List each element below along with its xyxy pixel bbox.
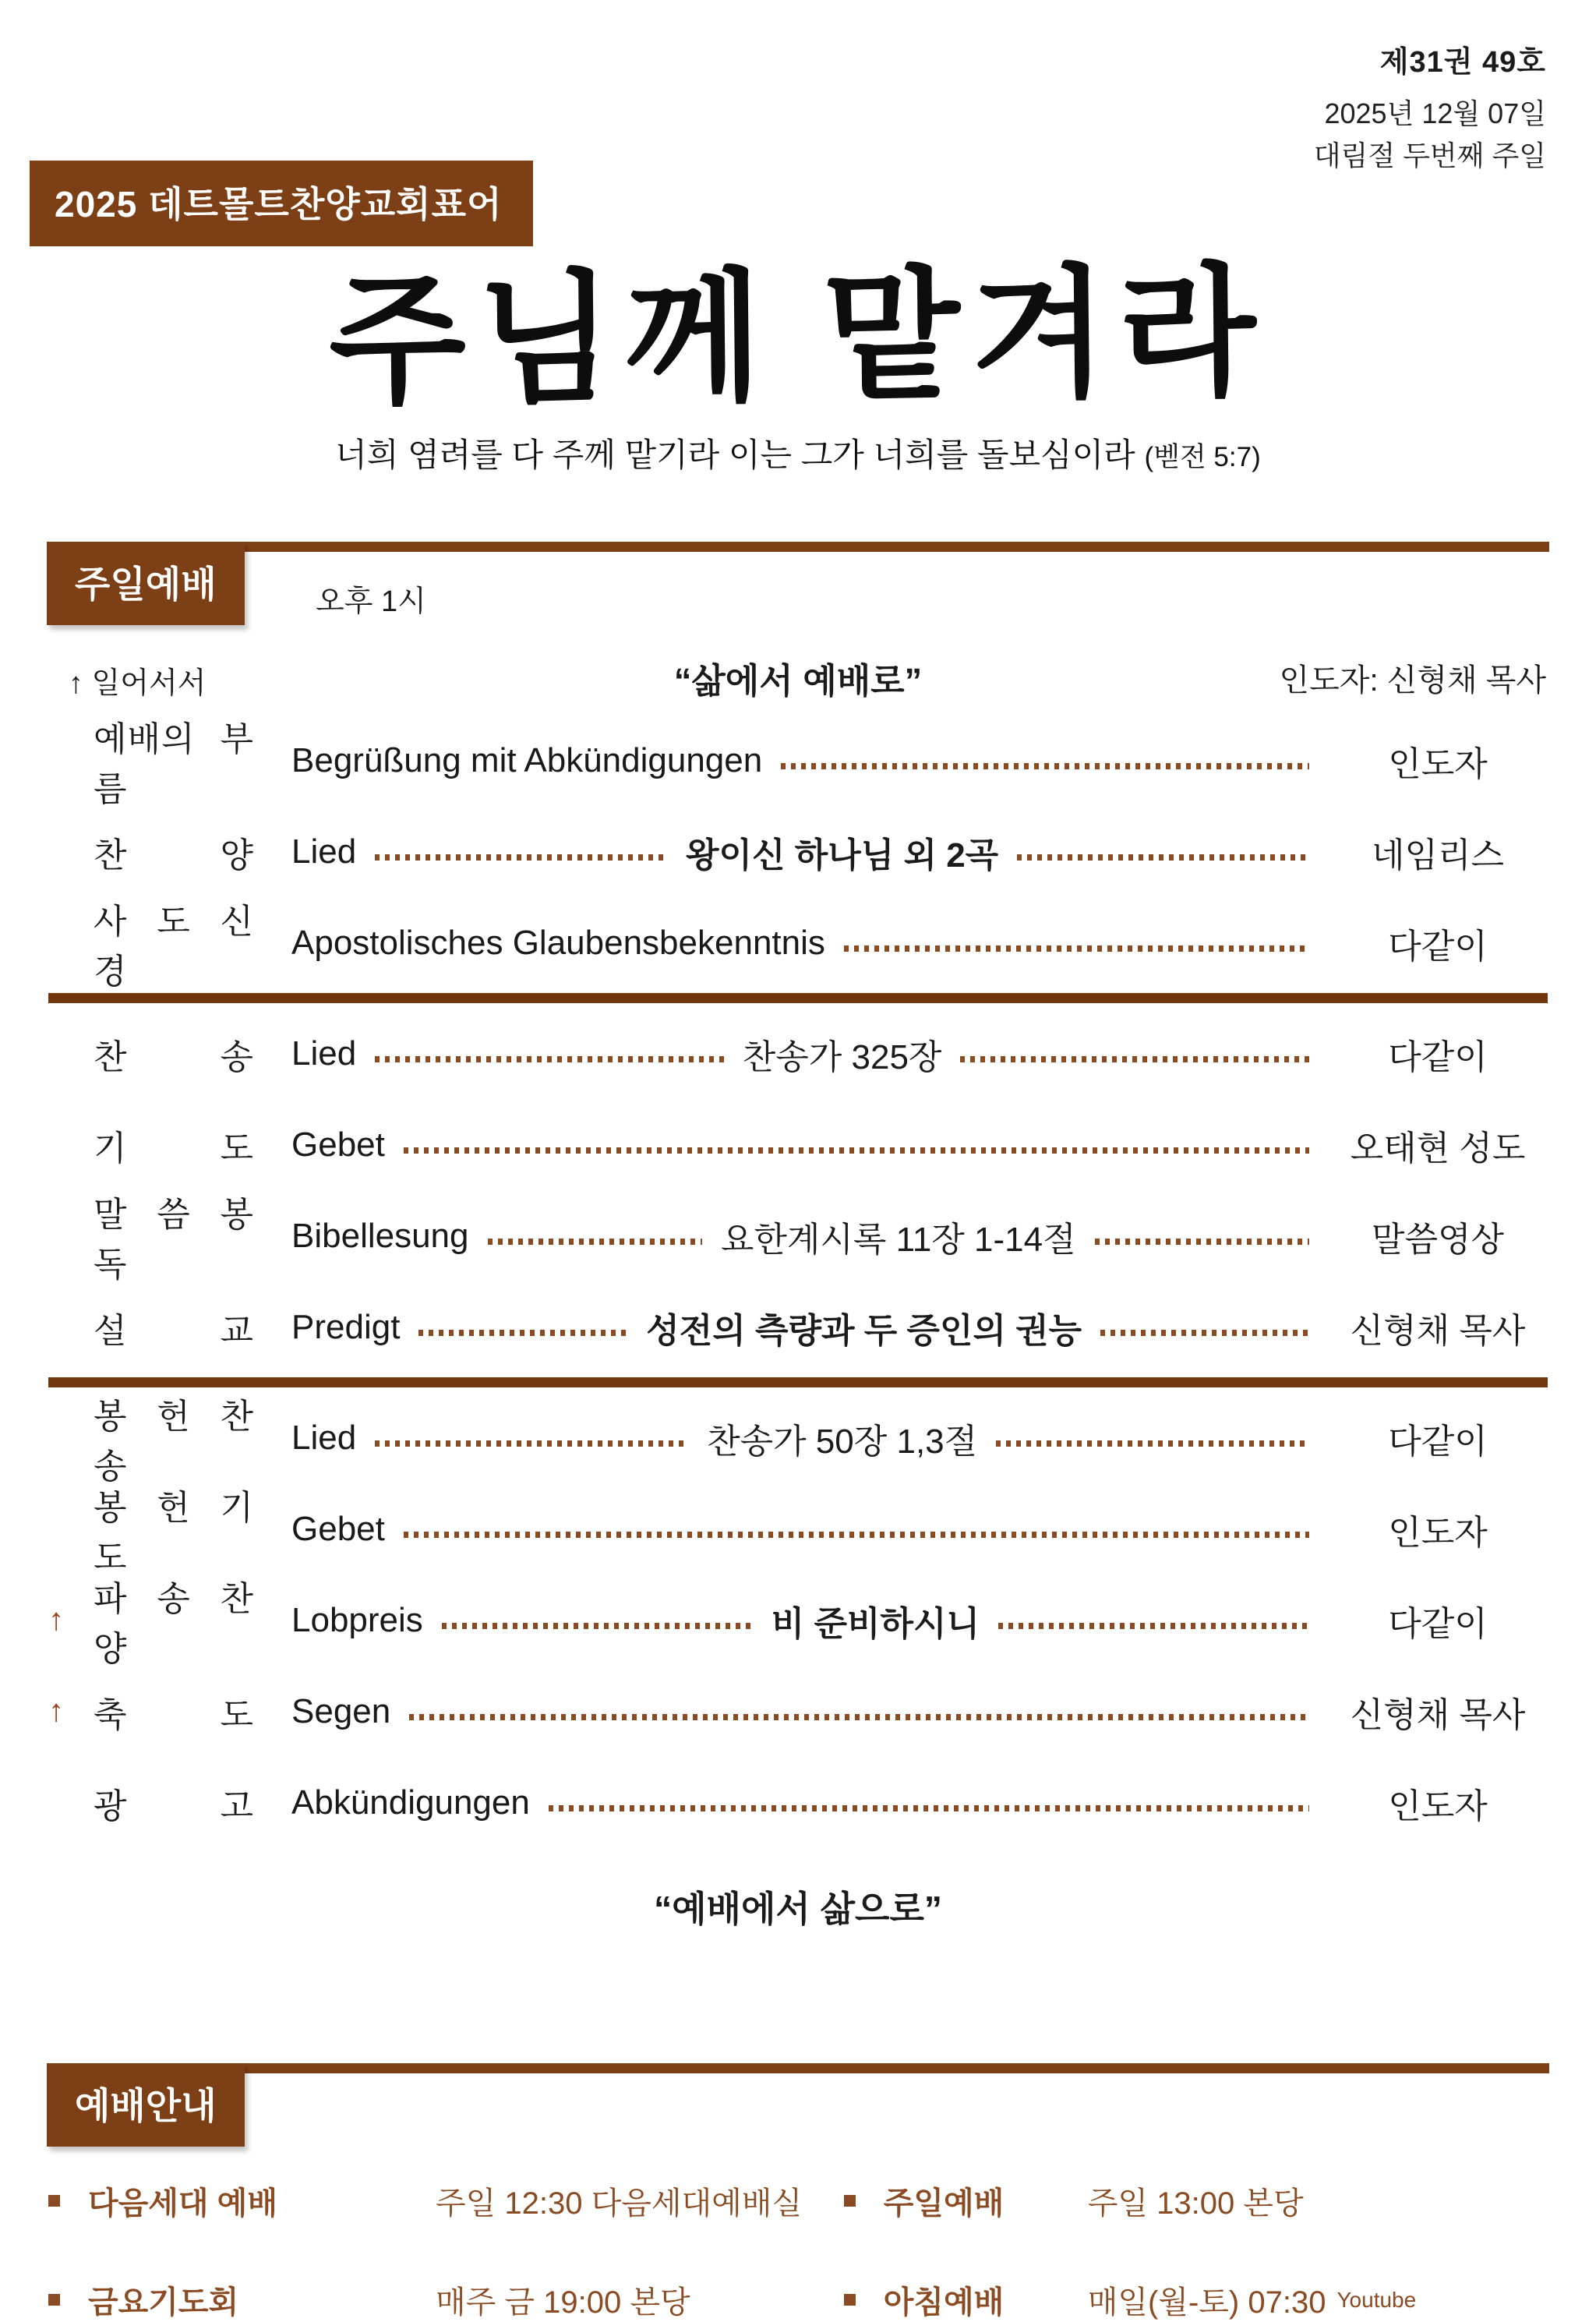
order-item-middle	[762, 752, 1328, 769]
stand-motto-row	[48, 652, 1548, 701]
order-item-person: 인도자	[1388, 1787, 1488, 1825]
order-item-middle	[423, 1596, 1328, 1645]
order-item-middle	[356, 1029, 1328, 1079]
order-row	[48, 806, 1548, 897]
order-item-middle	[400, 1302, 1328, 1352]
square-bullet-icon	[48, 2195, 60, 2207]
order-item-german: Segen	[291, 1691, 391, 1730]
info-item-value: 주일 12:30 다음세대예배실	[436, 2186, 803, 2221]
order-item-title: 찬 양	[94, 836, 254, 875]
dotted-leader	[404, 1147, 1309, 1154]
info-item-value: 매일(월-토) 07:30	[1087, 2285, 1326, 2320]
order-row	[48, 1008, 1548, 1099]
order-item-title: 축 도	[94, 1695, 254, 1734]
verse-line	[0, 429, 1596, 476]
order-item-middle	[469, 1211, 1329, 1261]
order-item-person: 인도자	[1388, 1513, 1488, 1552]
order-row	[48, 1392, 1548, 1486]
verse-reference: (벧전 5:7)	[1144, 442, 1261, 473]
sunday-service-label: 주일예배	[47, 542, 245, 625]
dotted-leader	[844, 945, 1309, 952]
info-item	[48, 2278, 844, 2322]
dotted-leader	[998, 1623, 1309, 1629]
order-row	[48, 1483, 1548, 1575]
order-item-middle	[385, 1136, 1328, 1154]
service-info-grid	[48, 2179, 1548, 2322]
dotted-leader	[1100, 1330, 1309, 1336]
order-item-middle	[530, 1794, 1328, 1811]
youtube-note: Youtube	[1336, 2287, 1417, 2312]
order-item-detail: 왕이신 하나님 외 2곡	[686, 836, 999, 875]
square-bullet-icon	[844, 2195, 856, 2207]
section-rule-line	[47, 2063, 1549, 2073]
dotted-leader	[488, 1239, 702, 1245]
order-item-title: 찬 송	[94, 1037, 254, 1076]
order-item-person: 다같이	[1388, 927, 1488, 966]
dotted-leader	[375, 1056, 724, 1062]
order-row	[48, 1281, 1548, 1373]
order-item-title: 예배의 부름	[94, 719, 254, 808]
order-item-title: 사 도 신 경	[94, 902, 254, 991]
liturgical-day: 대림절 두번째 주일	[1313, 140, 1546, 171]
order-item-german: Bibellesung	[291, 1216, 469, 1255]
order-item-detail: 요한계시록 11장 1-14절	[720, 1220, 1076, 1259]
order-item-middle	[356, 827, 1328, 877]
order-item-german: Lied	[291, 1034, 357, 1073]
order-item-german: Abkündigungen	[291, 1783, 530, 1822]
info-item-value: 매주 금 19:00 본당	[436, 2285, 690, 2320]
order-rows	[48, 715, 1548, 1848]
dotted-leader	[1017, 854, 1309, 861]
order-item-person: 신형채 목사	[1350, 1695, 1526, 1734]
order-item-german: Apostolisches Glaubensbekenntnis	[291, 923, 825, 962]
issue-number: 제31권 49호	[1379, 46, 1546, 79]
order-row	[48, 715, 1548, 806]
order-item-person: 다같이	[1388, 1037, 1488, 1076]
order-item-detail: 비 준비하시니	[771, 1604, 980, 1643]
order-item-title: 말 씀 봉 독	[94, 1195, 254, 1284]
order-item-detail: 찬송가 50장 1,3절	[707, 1422, 978, 1461]
service-time: 오후 1시	[316, 585, 426, 619]
order-row	[48, 1666, 1548, 1757]
info-item-label: 다음세대 예배	[88, 2186, 277, 2221]
order-item-person: 인도자	[1388, 744, 1488, 783]
stand-arrow-icon: ↑	[48, 1603, 64, 1638]
stand-up-note: ↑ 일어서서	[69, 667, 207, 701]
main-title-calligraphy: 주님께 맡겨라	[328, 252, 1268, 422]
dotted-leader	[375, 854, 667, 861]
order-item-german: Predigt	[291, 1307, 401, 1346]
issue-date: 2025년 12월 07일	[1324, 97, 1546, 129]
dotted-leader	[1095, 1239, 1309, 1245]
order-item-german: Lied	[291, 832, 357, 871]
order-item-middle	[385, 1521, 1328, 1538]
order-item-person: 다같이	[1388, 1604, 1488, 1643]
order-row	[48, 1099, 1548, 1190]
order-item-title: 봉 헌 기 도	[94, 1488, 254, 1577]
info-item	[844, 2179, 1548, 2223]
order-item-person: 오태현 성도	[1350, 1129, 1526, 1168]
order-item-german: Lobpreis	[291, 1600, 423, 1639]
opening-motto: “삶에서 예배로”	[673, 661, 923, 702]
order-item-middle	[390, 1703, 1328, 1720]
order-item-person: 다같이	[1388, 1422, 1488, 1461]
sunday-service-header	[47, 542, 1549, 623]
dotted-leader	[409, 1714, 1309, 1720]
order-item-detail: 찬송가 325장	[742, 1037, 942, 1076]
order-row	[48, 1190, 1548, 1284]
square-bullet-icon	[48, 2294, 60, 2306]
closing-motto: “예배에서 삶으로”	[654, 1889, 942, 1930]
issue-meta	[1314, 37, 1546, 177]
order-item-title: 봉 헌 찬 송	[94, 1397, 254, 1486]
order-row	[48, 1575, 1548, 1666]
order-row	[48, 897, 1548, 991]
section-divider	[48, 993, 1548, 1003]
leader-note: 인도자: 신형채 목사	[1279, 663, 1546, 698]
dotted-leader	[418, 1330, 627, 1336]
order-item-title: 설 교	[94, 1311, 254, 1350]
dotted-leader	[781, 763, 1309, 769]
church-motto-badge: 2025 데트몰트찬양교회표어	[30, 161, 533, 246]
order-item-german: Lied	[291, 1418, 357, 1457]
info-item-value: 주일 13:00 본당	[1087, 2186, 1304, 2221]
order-item-german: Gebet	[291, 1509, 385, 1548]
stand-arrow-icon: ↑	[48, 1694, 64, 1729]
order-item-middle	[356, 1413, 1328, 1463]
info-item	[48, 2179, 844, 2223]
order-item-german: Begrüßung mit Abkündigungen	[291, 740, 763, 779]
dotted-leader	[442, 1623, 753, 1629]
order-item-german: Gebet	[291, 1125, 385, 1164]
section-rule-line	[47, 542, 1549, 552]
order-item-person: 말씀영상	[1371, 1220, 1504, 1259]
info-item-label: 금요기도회	[88, 2285, 239, 2320]
section-divider	[48, 1377, 1548, 1387]
order-item-person: 네임리스	[1371, 836, 1504, 875]
order-item-person: 신형채 목사	[1350, 1311, 1526, 1350]
service-info-header	[47, 2063, 1549, 2144]
order-item-title: 파 송 찬 양	[94, 1579, 254, 1668]
order-item-title: 기 도	[94, 1129, 254, 1168]
info-item	[844, 2278, 1548, 2322]
order-row	[48, 1757, 1548, 1848]
verse-text: 너희 염려를 다 주께 맡기라 이는 그가 너희를 돌보심이라	[335, 436, 1135, 474]
dotted-leader	[996, 1440, 1309, 1447]
info-item-label: 아침예배	[883, 2285, 1005, 2320]
header	[0, 0, 1596, 251]
dotted-leader	[960, 1056, 1309, 1062]
title-block	[0, 252, 1596, 422]
order-item-title: 광 고	[94, 1787, 254, 1825]
dotted-leader	[375, 1440, 688, 1447]
service-info-label: 예배안내	[47, 2063, 245, 2147]
dotted-leader	[404, 1532, 1309, 1538]
order-item-middle	[825, 935, 1328, 952]
info-item-label: 주일예배	[883, 2186, 1005, 2221]
dotted-leader	[549, 1805, 1309, 1811]
order-item-detail: 성전의 측량과 두 증인의 권능	[646, 1311, 1082, 1350]
square-bullet-icon	[844, 2294, 856, 2306]
